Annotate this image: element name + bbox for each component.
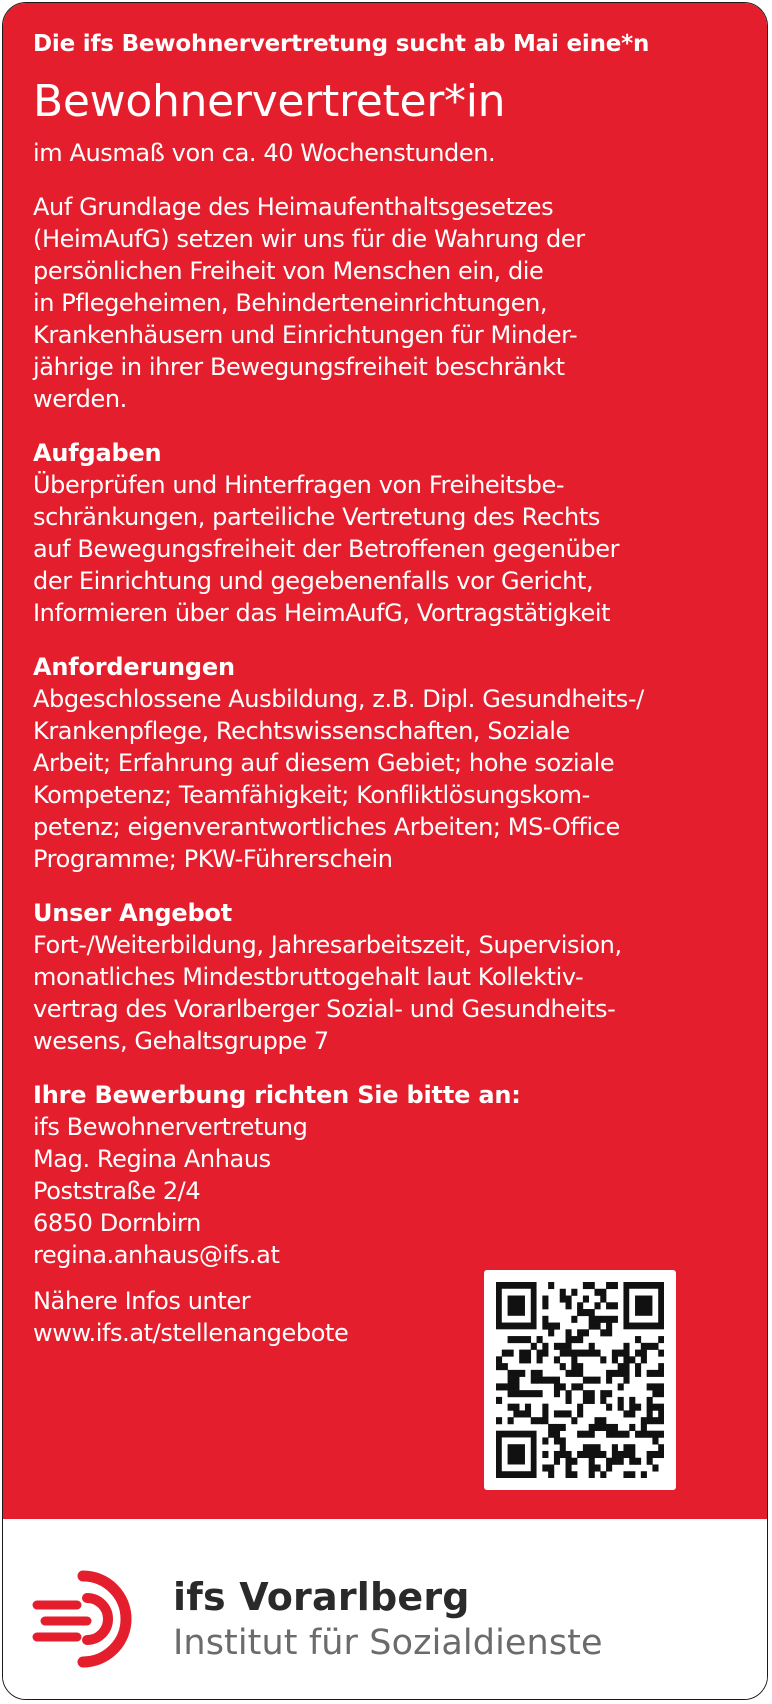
ifs-logo-icon [31, 1564, 151, 1678]
section-line: Kompetenz; Teamfähigkeit; Konfliktlösungskom- [33, 781, 590, 809]
section-line: Krankenpflege, Rechtswissenschaften, Soziale [33, 717, 570, 745]
lead-line: Die ifs Bewohnervertretung sucht ab Mai eine*n [33, 31, 650, 57]
more-info-label: Nähere Infos unter [33, 1287, 251, 1315]
intro-line: Krankenhäusern und Einrichtungen für Minder- [33, 321, 578, 349]
section-line: Arbeit; Erfahrung auf diesem Gebiet; hohe soziale [33, 749, 615, 777]
section-line: Programme; PKW-Führerschein [33, 845, 393, 873]
email-link[interactable]: regina.anhaus@ifs.at [33, 1241, 280, 1269]
qr-code-icon [496, 1282, 664, 1478]
ad-content-panel [3, 3, 767, 1519]
intro-paragraph [33, 191, 743, 415]
intro-line: Auf Grundlage des Heimaufenthaltsgesetzes [33, 193, 554, 221]
street-address: Poststraße 2/4 [33, 1177, 201, 1205]
intro-line: (HeimAufG) setzen wir uns für die Wahrung der [33, 225, 585, 253]
section-line: der Einrichtung und gegebenenfalls vor Gericht, [33, 567, 594, 595]
section-line: Abgeschlossene Ausbildung, z.B. Dipl. Gesundheits-/ [33, 685, 644, 713]
section-tasks [33, 437, 743, 629]
qr-code-box [484, 1270, 676, 1490]
section-offer [33, 897, 743, 1057]
scope-line: im Ausmaß von ca. 40 Wochenstunden. [33, 139, 496, 167]
section-requirements [33, 651, 743, 875]
section-line: auf Bewegungsfreiheit der Betroffenen gegenüber [33, 535, 620, 563]
section-line: vertrag des Vorarlberger Sozial- und Gesundheits- [33, 995, 616, 1023]
section-line: petenz; eigenverantwortliches Arbeiten; MS-Office [33, 813, 620, 841]
brand-tagline: Institut für Sozialdienste [173, 1623, 603, 1663]
brand-name: ifs Vorarlberg [173, 1575, 470, 1619]
application-heading: Ihre Bewerbung richten Sie bitte an: [33, 1081, 521, 1109]
more-info-link[interactable]: www.ifs.at/stellenangebote [33, 1319, 349, 1347]
section-heading: Anforderungen [33, 653, 235, 681]
section-line: monatliches Mindestbruttogehalt laut Kollektiv- [33, 963, 584, 991]
job-title: Bewohnervertreter*in [33, 76, 506, 127]
section-heading: Aufgaben [33, 439, 162, 467]
intro-line: jährige in ihrer Bewegungsfreiheit beschränkt [33, 353, 565, 381]
section-line: Fort-/Weiterbildung, Jahresarbeitszeit, Supervision, [33, 931, 622, 959]
section-line: Informieren über das HeimAufG, Vortragstätigkeit [33, 599, 611, 627]
section-line: Überprüfen und Hinterfragen von Freiheitsbe- [33, 471, 565, 499]
footer [3, 1519, 767, 1700]
city-address: 6850 Dornbirn [33, 1209, 201, 1237]
job-ad-card [2, 2, 768, 1700]
section-heading: Unser Angebot [33, 899, 232, 927]
intro-line: persönlichen Freiheit von Menschen ein, die [33, 257, 544, 285]
section-line: schränkungen, parteiliche Vertretung des Rechts [33, 503, 600, 531]
intro-line: werden. [33, 385, 127, 413]
section-line: wesens, Gehaltsgruppe 7 [33, 1027, 329, 1055]
organization-name: ifs Bewohnervertretung [33, 1113, 308, 1141]
contact-person: Mag. Regina Anhaus [33, 1145, 271, 1173]
intro-line: in Pflegeheimen, Behinderteneinrichtungen, [33, 289, 548, 317]
ad-text-column [33, 29, 743, 1349]
